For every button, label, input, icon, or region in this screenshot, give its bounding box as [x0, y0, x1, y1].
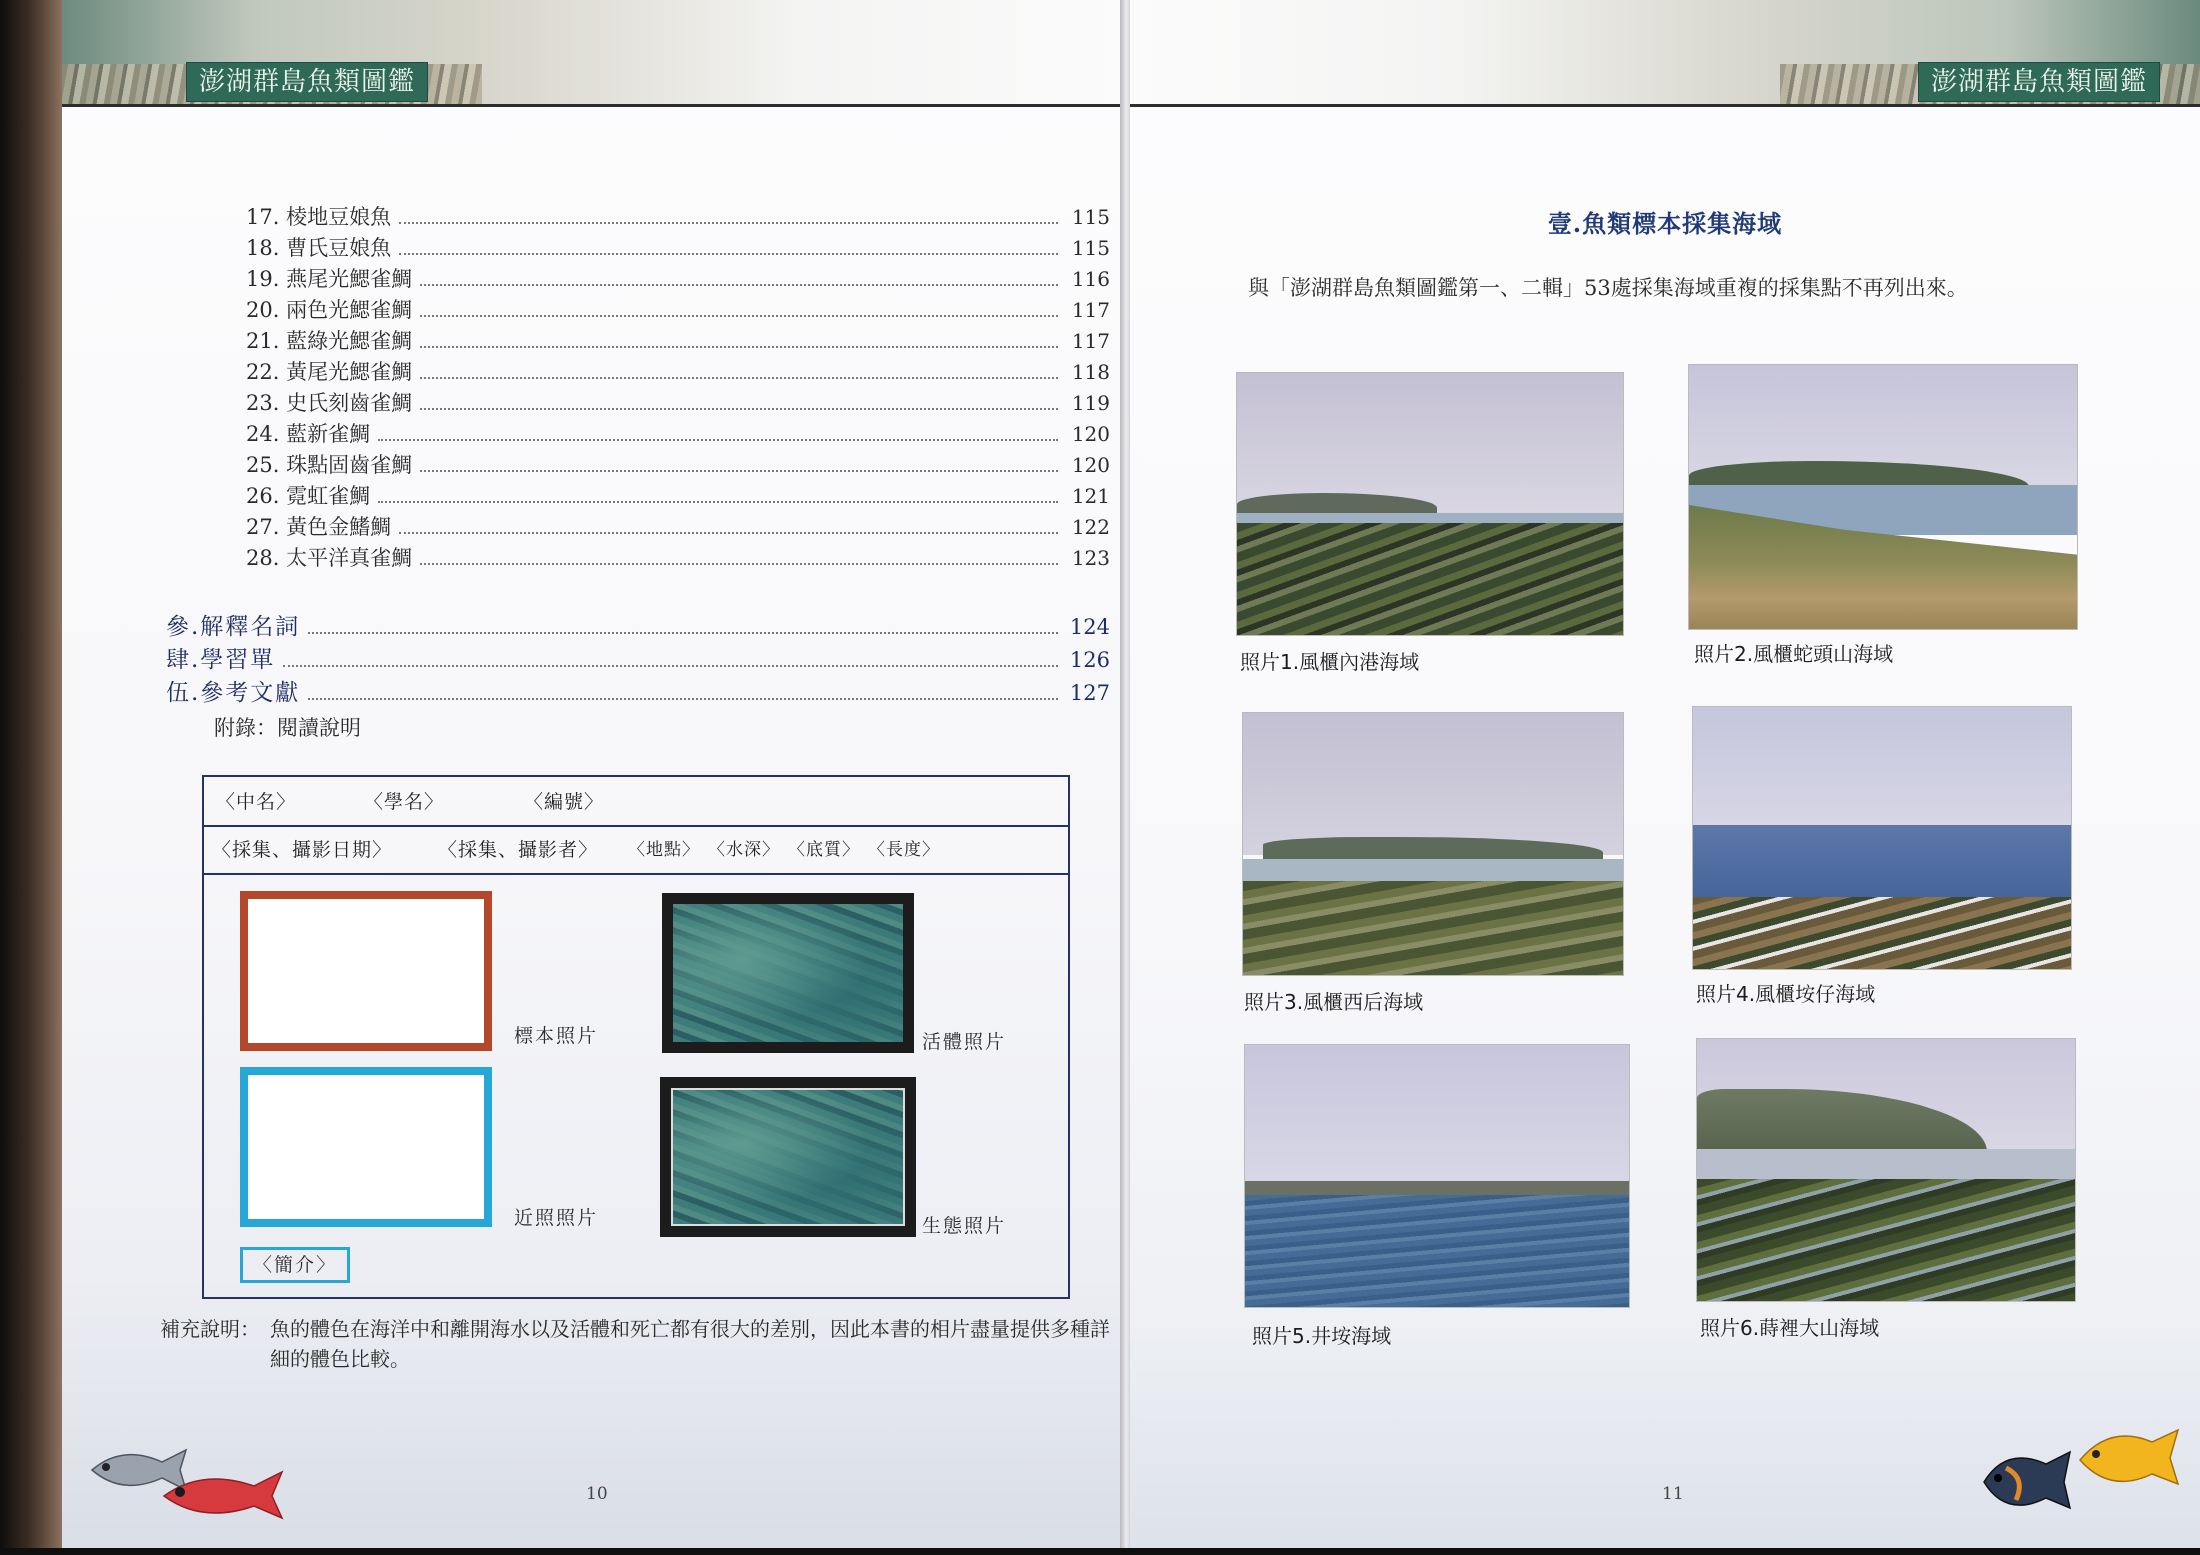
coast-photo-4[interactable]: [1692, 706, 2072, 970]
toc-entry-label: 20. 兩色光鰓雀鯛: [246, 298, 413, 322]
ecology-photo-caption: 生態照片: [922, 1215, 1007, 1237]
book-title-tab: 澎湖群島魚類圖鑑: [1918, 62, 2160, 102]
red-soldierfish-illustration: [158, 1462, 288, 1528]
angelfish-illustration: [1976, 1438, 2076, 1522]
toc-entry-label: 19. 燕尾光鰓雀鯛: [246, 267, 413, 291]
legend-location: 〈地點〉: [628, 840, 700, 860]
toc-page-number: 126: [1069, 648, 1110, 672]
toc-section-row[interactable]: [166, 614, 1110, 640]
toc-dot-leader: [378, 439, 1058, 441]
toc-page-number: 127: [1069, 681, 1110, 705]
toc-dot-leader: [420, 315, 1058, 317]
legend-number: 〈編號〉: [524, 791, 605, 813]
toc-entry-label: 18. 曹氏豆娘魚: [246, 236, 392, 260]
note-text: 魚的體色在海洋中和離開海水以及活體和死亡都有很大的差別，因此本書的相片盡量提供多種詳細的體色比較。: [270, 1317, 1110, 1371]
toc-dot-leader: [420, 408, 1058, 410]
legend-length: 〈長度〉: [868, 840, 940, 860]
toc-page-number: 116: [1071, 267, 1110, 291]
toc-dot-leader: [308, 632, 1058, 634]
toc-row[interactable]: [246, 390, 1110, 416]
page-number: 11: [1662, 1484, 1684, 1504]
closeup-photo-caption: 近照照片: [514, 1207, 599, 1229]
coast-photo-2[interactable]: [1688, 364, 2078, 630]
toc-page-number: 124: [1069, 615, 1110, 639]
toc-dot-leader: [420, 346, 1058, 348]
legend-chinese-name: 〈中名〉: [216, 791, 297, 813]
photo-caption-5: 照片5.井垵海域: [1252, 1324, 1392, 1348]
toc-dot-leader: [420, 470, 1058, 472]
toc-dot-leader: [420, 284, 1058, 286]
coast-photo-3[interactable]: [1242, 712, 1624, 976]
photo-caption-6: 照片6.蒔裡大山海域: [1700, 1316, 1880, 1340]
legend-collect-date: 〈採集、攝影日期〉: [212, 839, 393, 861]
live-photo-caption: 活體照片: [922, 1031, 1007, 1053]
appendix-label: 附錄：閱讀說明: [214, 716, 361, 740]
right-page: [1130, 0, 2200, 1552]
book-title-tab: 澎湖群島魚類圖鑑: [186, 62, 428, 102]
toc-row[interactable]: [246, 452, 1110, 478]
toc-dot-leader: [308, 698, 1058, 700]
toc-page-number: 120: [1071, 422, 1110, 446]
toc-page-number: 117: [1071, 329, 1110, 353]
toc-page-number: 121: [1071, 484, 1110, 508]
toc-entry-label: 28. 太平洋真雀鯛: [246, 546, 413, 570]
photo-caption-2: 照片2.風櫃蛇頭山海域: [1694, 642, 1894, 666]
legend-substrate: 〈底質〉: [788, 840, 860, 860]
left-page: [62, 0, 1124, 1552]
toc-page-number: 115: [1071, 205, 1110, 229]
closeup-photo-frame: [240, 1067, 492, 1227]
toc-row[interactable]: [246, 483, 1110, 509]
toc-row[interactable]: [246, 204, 1110, 230]
ecology-photo-frame: [660, 1077, 916, 1237]
coast-photo-5[interactable]: [1244, 1044, 1630, 1308]
toc-page-number: 122: [1071, 515, 1110, 539]
legend-depth: 〈水深〉: [708, 840, 780, 860]
legend-collection-row: [204, 825, 1068, 875]
toc-entry-label: 17. 棱地豆娘魚: [246, 205, 392, 229]
section-intro: 與「澎湖群島魚類圖鑑第一、二輯」53處採集海域重複的採集點不再列出來。: [1248, 276, 1968, 300]
left-header-banner: [62, 0, 1124, 104]
toc-entry-label: 24. 藍新雀鯛: [246, 422, 371, 446]
toc-dot-leader: [283, 665, 1058, 667]
toc-section-row[interactable]: [166, 680, 1110, 706]
toc-dot-leader: [399, 253, 1058, 255]
toc-section-label: 肆.學習單: [166, 647, 276, 673]
toc-entry-label: 27. 黃色金鰭鯛: [246, 515, 392, 539]
toc-dot-leader: [399, 222, 1058, 224]
toc-dot-leader: [420, 563, 1058, 565]
toc-entry-label: 21. 藍綠光鰓雀鯛: [246, 329, 413, 353]
yellow-damselfish-illustration: [2074, 1420, 2184, 1496]
intro-label-box: 〈簡介〉: [240, 1247, 350, 1283]
right-header-banner: [1130, 0, 2200, 104]
legend-collector: 〈採集、攝影者〉: [438, 839, 599, 861]
live-photo-frame: [662, 893, 914, 1053]
toc-dot-leader: [378, 501, 1058, 503]
toc-row[interactable]: [246, 328, 1110, 354]
header-rule: [62, 104, 1124, 107]
legend-scientific-name: 〈學名〉: [364, 791, 445, 813]
toc-page-number: 117: [1071, 298, 1110, 322]
toc-entry-label: 25. 珠點固齒雀鯛: [246, 453, 413, 477]
water-photo: [673, 904, 903, 1042]
toc-row[interactable]: [246, 297, 1110, 323]
toc-entry-label: 22. 黃尾光鰓雀鯛: [246, 360, 413, 384]
toc-page-number: 118: [1071, 360, 1110, 384]
specimen-photo-caption: 標本照片: [514, 1025, 599, 1047]
water-photo: [671, 1088, 905, 1226]
note-label: 補充說明：: [160, 1317, 260, 1341]
toc-row[interactable]: [246, 545, 1110, 571]
photo-caption-3: 照片3.風櫃西后海域: [1244, 990, 1424, 1014]
toc-entry-label: 26. 霓虹雀鯛: [246, 484, 371, 508]
coast-photo-6[interactable]: [1696, 1038, 2076, 1302]
header-rule: [1130, 104, 2200, 107]
specimen-photo-frame: [240, 891, 492, 1051]
coast-photo-1[interactable]: [1236, 372, 1624, 636]
toc-dot-leader: [399, 532, 1058, 534]
toc-row[interactable]: [246, 514, 1110, 540]
toc-section-label: 伍.參考文獻: [166, 680, 301, 706]
toc-entry-label: 23. 史氏刻齒雀鯛: [246, 391, 413, 415]
toc-row[interactable]: [246, 235, 1110, 261]
toc-row[interactable]: [246, 359, 1110, 385]
toc-page-number: 123: [1071, 546, 1110, 570]
toc-page-number: 115: [1071, 236, 1110, 260]
toc-row[interactable]: [246, 421, 1110, 447]
scan-bottom-edge: [0, 1548, 2200, 1555]
book-edge: [0, 0, 62, 1555]
section-title: 壹.魚類標本採集海域: [1547, 209, 1783, 238]
page-number: 10: [586, 1484, 608, 1504]
toc-section-label: 參.解釋名詞: [166, 614, 301, 640]
reading-guide-diagram: [202, 775, 1070, 1299]
toc-section-row[interactable]: [166, 647, 1110, 673]
toc-page-number: 119: [1071, 391, 1110, 415]
toc-dot-leader: [420, 377, 1058, 379]
toc-row[interactable]: [246, 266, 1110, 292]
photo-caption-4: 照片4.風櫃垵仔海域: [1696, 982, 1876, 1006]
toc-page-number: 120: [1071, 453, 1110, 477]
photo-caption-1: 照片1.風櫃內港海域: [1240, 650, 1420, 674]
legend-name-row: [204, 777, 1068, 827]
